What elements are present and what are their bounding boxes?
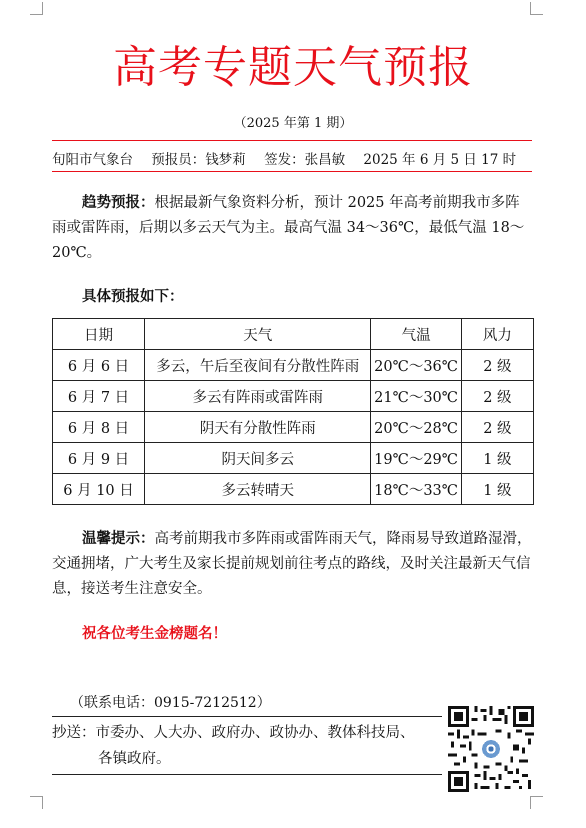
trend-paragraph — [52, 190, 534, 266]
cell-wind: 2 级 — [461, 381, 533, 412]
cell-date: 6 月 7 日 — [53, 381, 145, 412]
table-row — [53, 350, 534, 381]
header-date: 日期 — [53, 319, 145, 350]
cell-wind: 2 级 — [461, 350, 533, 381]
office-name: 旬阳市气象台 — [52, 152, 133, 168]
header-rule-top — [52, 140, 532, 141]
issue-datetime: 2025 年 6 月 5 日 17 时 — [363, 152, 517, 168]
header-wind: 风力 — [461, 319, 533, 350]
cell-weather: 阴天间多云 — [145, 443, 371, 474]
qr-code-icon — [448, 706, 534, 792]
cell-temperature: 20℃～36℃ — [371, 350, 461, 381]
cell-temperature: 18℃～33℃ — [371, 474, 461, 505]
cell-temperature: 20℃～28℃ — [371, 412, 461, 443]
header-info — [52, 148, 542, 168]
forecaster: 预报员：钱梦莉 — [151, 152, 246, 168]
page-corner-mark — [30, 796, 43, 809]
header-weather: 天气 — [145, 319, 371, 350]
cell-temperature: 21℃～30℃ — [371, 381, 461, 412]
cc-line-1: 抄送：市委办、人大办、政府办、政协办、教体科技局、 — [52, 725, 415, 741]
tips-text: 高考前期我市多阵雨或雷阵雨天气，降雨易导致道路湿滑，交通拥堵，广大考生及家长提前规划前往考点的路线，及时关注最新天气信息，接送考生注意安全。 — [52, 531, 532, 597]
trend-label: 趋势预报： — [82, 194, 155, 211]
issue-number: （2025 年第 1 期） — [233, 116, 353, 131]
cell-date: 6 月 8 日 — [53, 412, 145, 443]
issuer: 签发：张昌敏 — [264, 152, 346, 168]
cell-weather: 多云，午后至夜间有分散性阵雨 — [145, 350, 371, 381]
table-row — [53, 381, 534, 412]
cc-rule-bottom — [52, 774, 442, 775]
tips-paragraph — [52, 526, 534, 602]
cell-wind: 2 级 — [461, 412, 533, 443]
document-title: 高考专题天气预报 — [113, 42, 473, 93]
header-temperature: 气温 — [371, 319, 461, 350]
forecast-table — [52, 318, 534, 505]
cc-line-2: 各镇政府。 — [98, 751, 171, 767]
tips-label: 温馨提示： — [82, 530, 155, 547]
cell-temperature: 19℃～29℃ — [371, 443, 461, 474]
table-row — [53, 443, 534, 474]
cell-date: 6 月 6 日 — [53, 350, 145, 381]
cell-wind: 1 级 — [461, 443, 533, 474]
details-label: 具体预报如下： — [82, 288, 184, 305]
header-rule-bottom — [52, 171, 532, 172]
cell-weather: 多云有阵雨或雷阵雨 — [145, 381, 371, 412]
cell-weather: 阴天有分散性阵雨 — [145, 412, 371, 443]
cell-wind: 1 级 — [461, 474, 533, 505]
page-corner-mark — [530, 2, 543, 15]
table-header-row — [53, 319, 534, 350]
details-heading — [52, 284, 534, 310]
page-corner-mark — [30, 2, 43, 15]
page-corner-mark — [530, 796, 543, 809]
cell-weather: 多云转晴天 — [145, 474, 371, 505]
blessing-text: 祝各位考生金榜题名！ — [82, 625, 227, 642]
table-row — [53, 412, 534, 443]
cc-block — [52, 720, 452, 772]
table-row — [53, 474, 534, 505]
trend-text: 根据最新气象资料分析，预计 2025 年高考前期我市多阵雨或雷阵雨，后期以多云天气为主。最高气温 34～36℃，最低气温 18～20℃。 — [52, 195, 525, 261]
cell-date: 6 月 9 日 — [53, 443, 145, 474]
contact-phone: （联系电话：0915-7212512） — [70, 695, 271, 711]
cell-date: 6 月 10 日 — [53, 474, 145, 505]
cc-rule-top — [52, 716, 442, 717]
